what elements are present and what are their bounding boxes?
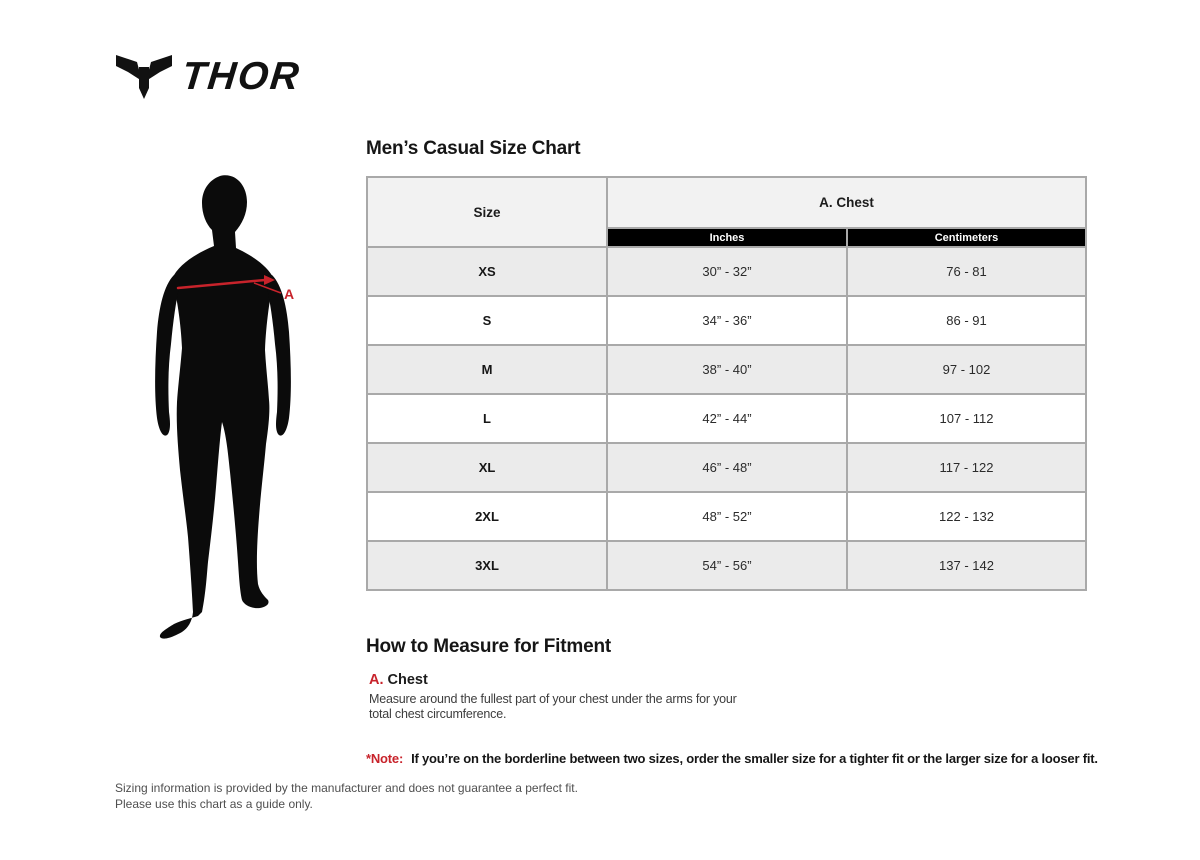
chest-group-header: A. Chest bbox=[607, 177, 1086, 228]
size-label: 2XL bbox=[367, 492, 607, 541]
centimeters-unit-header: Centimeters bbox=[847, 228, 1086, 247]
size-row-s bbox=[367, 296, 1086, 345]
size-column-header: Size bbox=[367, 177, 607, 247]
size-label: L bbox=[367, 394, 607, 443]
inches-value: 46” - 48” bbox=[607, 443, 847, 492]
size-chart-table bbox=[366, 176, 1087, 591]
inches-value: 30” - 32” bbox=[607, 247, 847, 296]
inches-value: 34” - 36” bbox=[607, 296, 847, 345]
size-row-l bbox=[367, 394, 1086, 443]
centimeters-value: 117 - 122 bbox=[847, 443, 1086, 492]
size-label: S bbox=[367, 296, 607, 345]
size-chart-title: Men’s Casual Size Chart bbox=[366, 138, 581, 159]
size-row-2xl bbox=[367, 492, 1086, 541]
thor-logo bbox=[115, 54, 301, 100]
inches-value: 48” - 52” bbox=[607, 492, 847, 541]
size-row-xs bbox=[367, 247, 1086, 296]
size-label: XS bbox=[367, 247, 607, 296]
inches-unit-header: Inches bbox=[607, 228, 847, 247]
chest-measure-label: A bbox=[284, 286, 295, 302]
inches-value: 38” - 40” bbox=[607, 345, 847, 394]
inches-value: 42” - 44” bbox=[607, 394, 847, 443]
measure-item-heading bbox=[369, 672, 754, 688]
centimeters-value: 122 - 132 bbox=[847, 492, 1086, 541]
size-label: XL bbox=[367, 443, 607, 492]
centimeters-value: 137 - 142 bbox=[847, 541, 1086, 590]
disclaimer-line-1: Sizing information is provided by the manufacturer and does not guarantee a perfect fit. bbox=[115, 781, 578, 795]
centimeters-value: 86 - 91 bbox=[847, 296, 1086, 345]
measurement-figure bbox=[148, 172, 313, 652]
measure-item-description: Measure around the fullest part of your chest under the arms for your total chest circumference. bbox=[369, 692, 737, 721]
measure-section-title: How to Measure for Fitment bbox=[366, 636, 611, 657]
fit-note-label: *Note: bbox=[366, 751, 404, 766]
centimeters-value: 76 - 81 bbox=[847, 247, 1086, 296]
size-row-m bbox=[367, 345, 1086, 394]
thor-wordmark: THOR bbox=[179, 55, 303, 98]
centimeters-value: 107 - 112 bbox=[847, 394, 1086, 443]
thor-horns-icon bbox=[115, 54, 173, 100]
measure-item-name: Chest bbox=[387, 672, 428, 688]
size-label: M bbox=[367, 345, 607, 394]
body-silhouette bbox=[160, 175, 274, 638]
disclaimer-line-2: Please use this chart as a guide only. bbox=[115, 796, 313, 811]
size-label: 3XL bbox=[367, 541, 607, 590]
inches-value: 54” - 56” bbox=[607, 541, 847, 590]
centimeters-value: 97 - 102 bbox=[847, 345, 1086, 394]
fit-note-text: If you’re on the borderline between two sizes, order the smaller size for a tighter fit or the larger size for a looser fit. bbox=[411, 751, 1098, 766]
size-row-3xl bbox=[367, 541, 1086, 590]
size-row-xl bbox=[367, 443, 1086, 492]
fit-note bbox=[366, 751, 1098, 766]
left-arm-silhouette bbox=[155, 275, 180, 436]
measure-item-letter: A. bbox=[369, 672, 384, 688]
sizing-disclaimer bbox=[115, 781, 578, 812]
measure-item-chest bbox=[369, 672, 754, 722]
